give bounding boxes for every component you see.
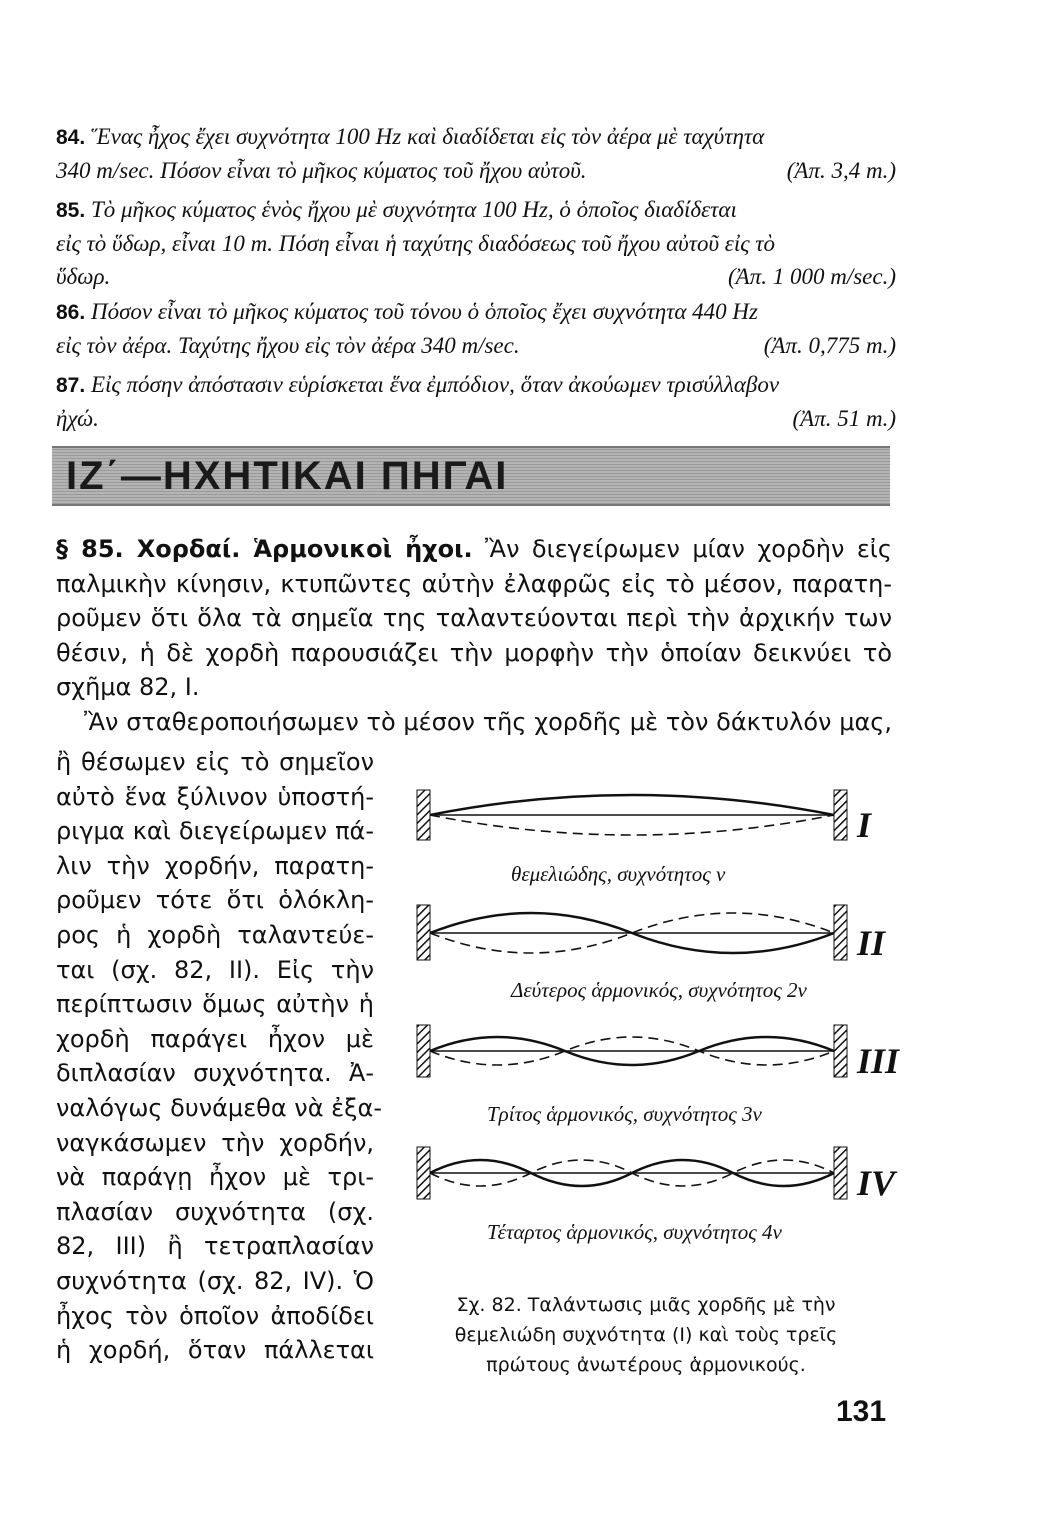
paragraph-line: ναγκάσωμεν τὴν χορδήν, [56, 1128, 374, 1157]
string-solid-curve [430, 795, 834, 815]
paragraph-line: χορδὴ παράγει ἦχον μὲ [56, 1024, 374, 1053]
exercise-85 [56, 193, 896, 293]
section-heading: § 85. Χορδαί. Ἁρμονικοὶ ἦχοι. [56, 535, 473, 563]
string-dashed-curve [430, 815, 834, 835]
exercise-text: ὕδωρ. [56, 264, 111, 289]
roman-label-1: I [857, 805, 872, 845]
figure-label-1: θεμελιώδης, συχνότητος ν [511, 862, 726, 886]
paragraph-line: 82, III) ἢ τετραπλασίαν [56, 1232, 374, 1261]
paragraph-line: ροῦμεν ὅτι ὅλα τὰ σημεῖα της ταλαντεύονται περὶ τὴν ἀρχικήν των [56, 604, 892, 632]
roman-label-2: II [857, 923, 886, 963]
paragraph-line: ται (σχ. 82, II). Εἰς τὴν [56, 955, 374, 984]
paragraph-line: ναλόγως δυνάμεθα νὰ ἐξα- [56, 1093, 382, 1122]
paragraph-line: λιν τὴν χορδήν, παρατη- [56, 851, 374, 880]
exercise-text: Ἕνας ἦχος ἔχει συχνότητα 100 Hz καὶ διαδίδεται εἰς τὸν ἀέρα μὲ ταχύτητα [90, 124, 765, 149]
exercise-number: 85. [56, 199, 86, 222]
exercise-number: 86. [56, 301, 86, 324]
section-paragraph-1 [56, 532, 892, 739]
harmonic-panel-4 [417, 1147, 898, 1244]
exercise-87 [56, 368, 896, 435]
caption-line: Σχ. 82. Ταλάντωσις μιᾶς χορδῆς μὲ τὴν [456, 1294, 836, 1316]
figure-caption [416, 1290, 876, 1380]
page-number: 131 [836, 1395, 887, 1428]
roman-label-3: III [857, 1041, 900, 1081]
section-paragraph-2-column [56, 745, 382, 1368]
paragraph-line: παλμικὴν κίνησιν, κτυπῶντες αὐτὴν ἐλαφρῶς εἰς τὸ μέσον, παρατη- [56, 569, 892, 598]
figure-label-3: Τρίτος ἁρμονικός, συχνότητος 3ν [487, 1102, 762, 1126]
paragraph-line: ρος ἡ χορδὴ ταλαντεύε- [56, 920, 374, 949]
paragraph-line: συχνότητα (σχ. 82, IV). Ὁ [56, 1266, 374, 1295]
exercise-text: ἠχώ. [56, 406, 99, 431]
paragraph-line: θέσιν, ἡ δὲ χορδὴ παρουσιάζει τὴν μορφὴν τὴν ὁποίαν δεικνύει τὸ [56, 638, 892, 667]
exercise-text: Πόσον εἶναι τὸ μῆκος κύματος τοῦ τόνου ὁ ὁποῖος ἔχει συχνότητα 440 Hz [90, 299, 758, 324]
paragraph-line: νὰ παράγῃ ἦχον μὲ τρι- [56, 1163, 374, 1192]
paragraph-line: ριγμα καὶ διεγείρωμεν πά- [56, 817, 374, 846]
paragraph-line: ἡ χορδή, ὅταν πάλλεται [56, 1336, 374, 1365]
caption-line: θεμελιώδη συχνότητα (I) καὶ τοὺς τρεῖς [454, 1324, 838, 1346]
exercise-text: 340 m/sec. Πόσον εἶναι τὸ μῆκος κύματος τοῦ ἤχου αὐτοῦ. [56, 158, 587, 183]
harmonic-panel-3 [417, 1025, 901, 1126]
exercise-text: εἰς τὸ ὕδωρ, εἶναι 10 m. Πόση εἶναι ἡ ταχύτης διαδόσεως τοῦ ἤχου αὐτοῦ εἰς τὸ [56, 231, 776, 256]
chapter-title: ΙΖ΄—ΗΧΗΤΙΚΑΙ ΠΗΓΑΙ [66, 454, 509, 498]
exercise-text: εἰς τὸν ἀέρα. Ταχύτης ἤχου εἰς τὸν ἀέρα 340 m/sec. [56, 333, 520, 358]
exercise-text: Τὸ μῆκος κύματος ἑνὸς ἤχου μὲ συχνότητα 100 Hz, ὁ ὁποῖος διαδίδεται [90, 197, 737, 222]
paragraph-line: ροῦμεν τότε ὅτι ὁλόκλη- [56, 886, 374, 915]
exercise-answer: (Ἀπ. 51 m.) [792, 406, 896, 431]
paragraph-line: διπλασίαν συχνότητα. Ἀ- [56, 1059, 374, 1088]
paragraph-line: σχῆμα 82, I. [56, 673, 200, 701]
roman-label-4: IV [857, 1163, 896, 1203]
exercise-answer: (Ἀπ. 1 000 m/sec.) [727, 264, 896, 289]
paragraph-line: αὐτὸ ἕνα ξύλινον ὑποστή- [56, 782, 374, 811]
paragraph-text: Ἂν διεγείρωμεν μίαν χορδὴν εἰς [485, 535, 892, 563]
paragraph-line: ἦχος τὸν ὁποῖον ἀποδίδει [56, 1301, 374, 1330]
harmonic-panel-2 [417, 905, 887, 1002]
exercise-answer: (Ἀπ. 0,775 m.) [763, 333, 896, 358]
paragraph-line: περίπτωσιν ὅμως αὐτὴν ἡ [56, 990, 374, 1019]
chapter-banner [52, 446, 890, 506]
exercise-86 [56, 295, 896, 362]
exercise-number: 87. [56, 374, 86, 397]
figure-label-2: Δεύτερος ἁρμονικός, συχνότητος 2ν [511, 978, 807, 1002]
paragraph-line: πλασίαν συχνότητα (σχ. [56, 1197, 374, 1226]
caption-line: πρώτους ἀνωτέρους ἁρμονικούς. [486, 1354, 806, 1376]
paragraph-line: ἢ θέσωμεν εἰς τὸ σημεῖον [56, 748, 374, 776]
exercise-answer: (Ἀπ. 3,4 m.) [786, 158, 896, 183]
exercise-text: Εἰς πόσην ἀπόστασιν εὑρίσκεται ἕνα ἐμπόδιον, ὅταν ἀκούωμεν τρισύλλαβον [90, 372, 780, 397]
harmonic-panel-1 [417, 790, 873, 886]
paragraph-line: Ἂν σταθεροποιήσωμεν τὸ μέσον τῆς χορδῆς μὲ τὸν δάκτυλόν μας, [84, 707, 892, 736]
figure-label-4: Τέταρτος ἁρμονικός, συχνότητος 4ν [487, 1220, 782, 1244]
exercise-84 [56, 120, 896, 187]
exercise-number: 84. [56, 126, 86, 149]
